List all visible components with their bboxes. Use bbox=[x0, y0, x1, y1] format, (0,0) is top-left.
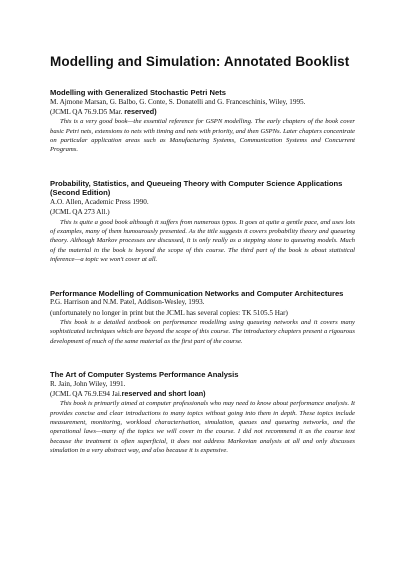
book-authors: A.O. Allen, Academic Press 1990. bbox=[50, 197, 149, 206]
book-title: Performance Modelling of Communication Networks and Computer Architectures bbox=[50, 288, 344, 298]
book-description: This is quite a good book although it suffers from numerous typos. It goes at quite a gentle pace, and uses lots of examples, many of them humourously presented. As the title suggests it covers probability theory and queueing theory. Although Markov processes are discussed, it is only really as a stepping stone to queueing models. Much of the material in the book is beyond the scope of this course. The third part of the book is about statistical inference—a topic we won't cover at all. bbox=[50, 218, 355, 264]
book-location bbox=[50, 207, 355, 217]
book-location bbox=[50, 107, 355, 117]
book-title: The Art of Computer Systems Performance Analysis bbox=[50, 369, 239, 379]
book-location bbox=[50, 308, 355, 318]
book-title: Modelling with Generalized Stochastic Petri Nets bbox=[50, 88, 226, 97]
book-authors: P.G. Harrison and N.M. Patel, Addison-Wesley, 1993. bbox=[50, 298, 205, 307]
location-text: (JCML QA 273 All.) bbox=[50, 208, 110, 217]
book-description: This book is primarily aimed at computer professionals who may need to know about performance analysis. It provides concise and clear introductions to many topics without going into them in depth. These topics include measurement, monitoring, workload characterisation, simulation, queues and queueing networks, and the operational laws—many of the topics we will cover in the course. I did not recommend it as the course text because the treatment is often superficial, it does not address Markovian analysis at all and only discusses simulation in a very abstract way, and also because it is expensive. bbox=[50, 400, 355, 455]
book-authors: M. Ajmone Marsan, G. Balbo, G. Conte, S. Donatelli and G. Franceschinis, Wiley, 1995. bbox=[50, 97, 306, 106]
location-text: (JCML QA 76.9.D5 Mar. bbox=[50, 108, 125, 116]
book-authors: R. Jain, John Wiley, 1991. bbox=[50, 379, 126, 388]
page-title: Modelling and Simulation: Annotated Booklist bbox=[50, 54, 350, 69]
book-description: This is a very good book—the essential reference for GSPN modelling. The early chapters of the book cover basic Petri nets, extensions to nets with timing and nets with priority, and then GSPNs. Later chapters concentrate on particular application areas such as Manufacturing Systems, Communication Systems and Concurrent Programs. bbox=[50, 118, 355, 154]
book-entry bbox=[50, 179, 355, 265]
document-page bbox=[50, 54, 355, 479]
book-description: This book is a detailed textbook on performance modelling using queueing networks and it covers many sophisticated techniques which are beyond the scope of this course. The introductory chapters present a rigourous development of much of the same material as the first part of the course. bbox=[50, 318, 355, 345]
location-text: (unfortunately no longer in print but the JCML has several copies: TK 5105.5 Har) bbox=[50, 308, 288, 317]
book-entry bbox=[50, 289, 355, 346]
book-title: Probability, Statistics, and Queueing Theory with Computer Science Applications (Second Edition) bbox=[50, 178, 343, 198]
book-location bbox=[50, 389, 355, 399]
location-text: (JCML QA 76.9.E94 Jai. bbox=[50, 389, 122, 398]
location-note: reserved and short loan) bbox=[121, 388, 206, 398]
book-entry bbox=[50, 88, 355, 155]
book-entry bbox=[50, 370, 355, 455]
location-note: reserved) bbox=[124, 107, 157, 116]
